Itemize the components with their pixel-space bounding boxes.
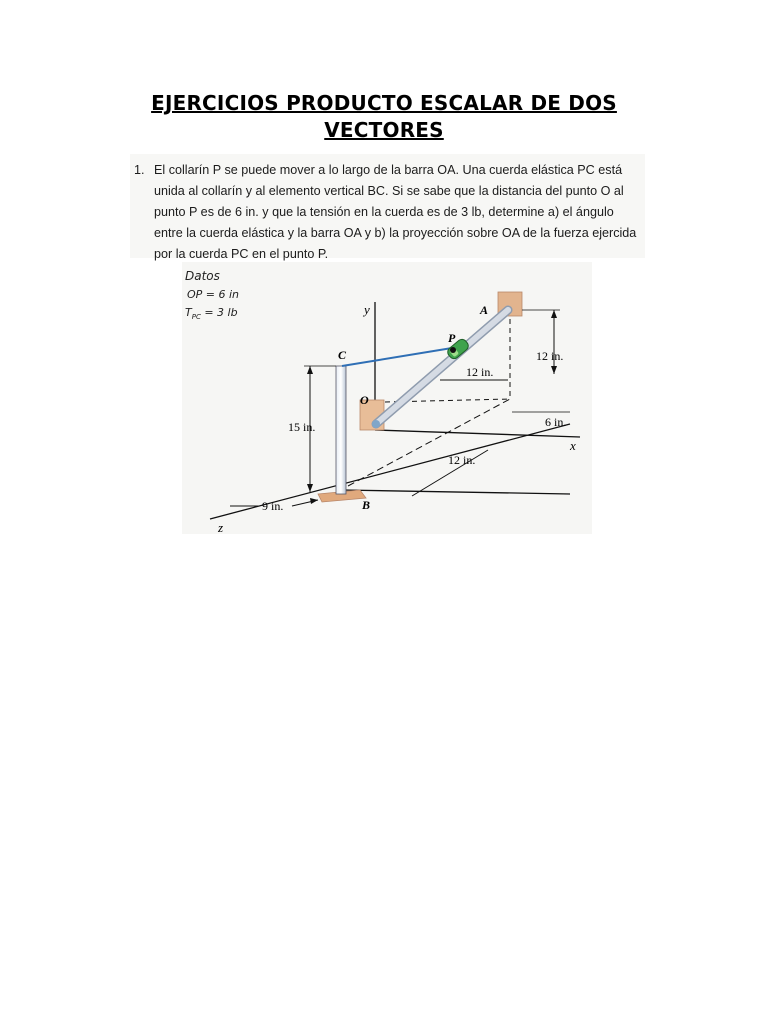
- title-line-2: VECTORES: [324, 118, 444, 142]
- dim-label-12-vertical: 12 in.: [536, 349, 564, 363]
- dim-label-12-horizontal: 12 in.: [466, 365, 494, 379]
- figure-svg: [170, 262, 592, 534]
- point-p-marker: [450, 347, 456, 353]
- statics-figure: [170, 262, 592, 534]
- point-o-joint: [372, 420, 380, 428]
- dim-label-15: 15 in.: [288, 420, 316, 434]
- problem-statement: [130, 154, 645, 261]
- label-axis-y: y: [364, 302, 370, 317]
- document-title: [120, 90, 648, 144]
- problem-text: El collarín P se puede mover a lo largo de la barra OA. Una cuerda elástica PC está unida al collarín y al elemento vertical BC. Si se sabe que la distancia del punto O al punto P es de 6 in. y que la tensión en la cuerda es de 3 lb, determine a) el ángulo entre la cuerda elástica y la barra OA y b) la proyección sobre OA de la fuerza ejercida por la cuerda PC en el punto P.: [154, 163, 637, 261]
- label-point-c: C: [338, 348, 347, 362]
- dim-label-12-bottom: 12 in.: [448, 453, 476, 467]
- label-axis-z: z: [218, 520, 224, 534]
- notes-t-symbol: T: [185, 306, 192, 319]
- notes-t-value: = 3 lb: [200, 306, 238, 319]
- vertical-member-bc: [336, 366, 346, 494]
- notes-line-op: OP = 6 in: [187, 288, 240, 301]
- label-point-o: O: [360, 393, 369, 407]
- dim-label-9: 9 in.: [262, 499, 284, 513]
- notes-heading: Datos: [185, 269, 220, 283]
- problem-number: 1.: [134, 163, 145, 177]
- label-point-a: A: [480, 303, 489, 317]
- label-point-p: P: [448, 331, 456, 345]
- notes-t-subscript: PC: [191, 313, 201, 321]
- label-point-b: B: [362, 498, 371, 512]
- title-line-1: EJERCICIOS PRODUCTO ESCALAR DE DOS: [151, 91, 617, 115]
- label-axis-x: x: [570, 438, 576, 453]
- dim-label-6: 6 in.: [545, 415, 567, 429]
